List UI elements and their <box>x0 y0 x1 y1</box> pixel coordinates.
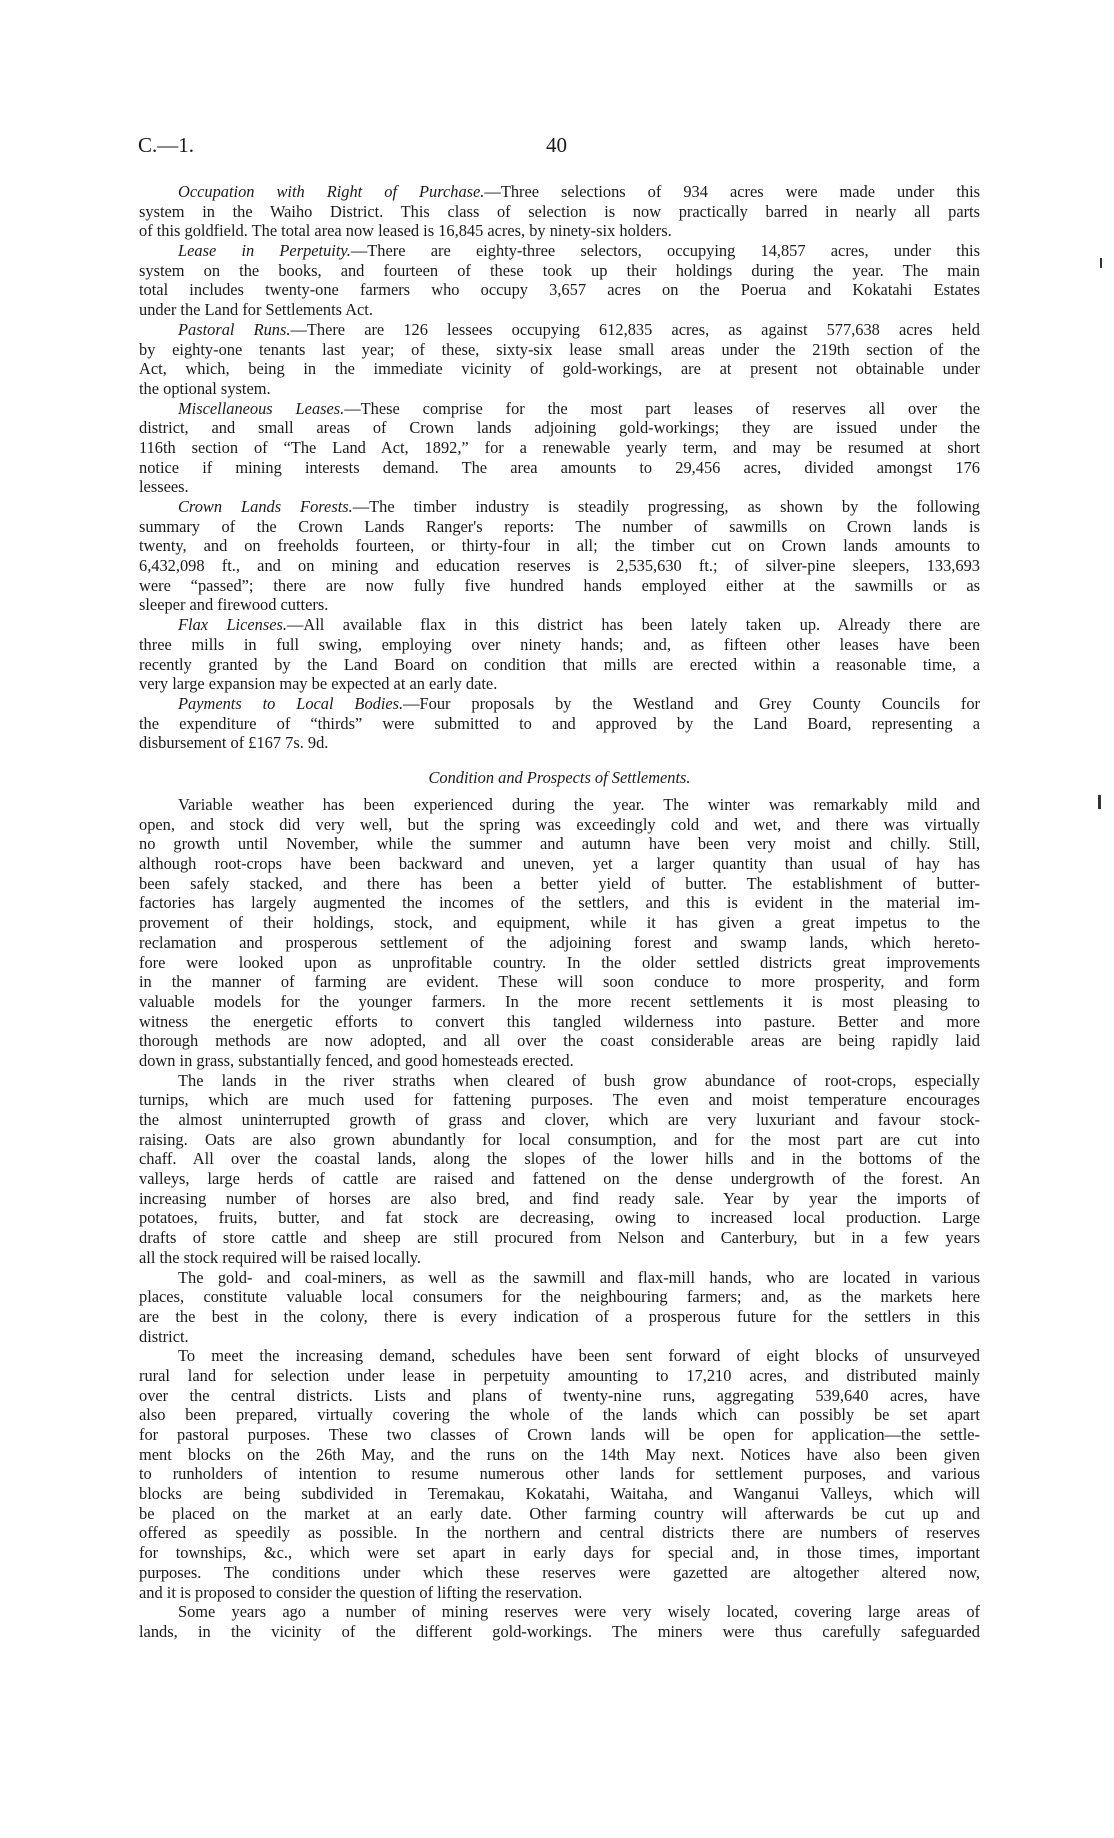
line-text: blocks are being subdivided in Teremakau, Kokatahi, Waitaha, and Wanganui Valleys, which will <box>139 1484 980 1504</box>
text-line <box>139 556 980 576</box>
text-line <box>139 714 980 734</box>
line-text: open, and stock did very well, but the spring was exceedingly cold and wet, and there was virtually <box>139 814 980 834</box>
paragraph <box>139 1602 980 1641</box>
line-text: notice if mining interests demand. The area amounts to 29,456 acres, divided amongst 176 <box>139 457 980 477</box>
line-text: 6,432,098 ft., and on mining and education reserves is 2,535,630 ft.; of silver-pine sleepers, 133,693 <box>139 556 980 576</box>
line-text: been safely stacked, and there has been a better yield of butter. The establishment of butter- <box>139 873 980 893</box>
line-text: increasing number of horses are also bred, and find ready sale. Year by year the imports of <box>139 1188 980 1208</box>
paragraph-lead: Crown Lands Forests. <box>178 497 353 516</box>
line-text: rural land for selection under lease in perpetuity amounting to 17,210 acres, and distributed mainly <box>139 1365 980 1385</box>
text-line <box>139 972 980 992</box>
paragraph <box>139 399 980 497</box>
paragraph <box>139 1268 980 1347</box>
line-text: down in grass, substantially fenced, and good homesteads erected. <box>139 1050 574 1070</box>
text-line <box>139 635 980 655</box>
text-line <box>139 202 980 222</box>
line-text: witness the energetic efforts to convert this tangled wilderness into pasture. Better and more <box>139 1011 980 1031</box>
paragraph <box>139 694 980 753</box>
paragraph <box>139 1071 980 1268</box>
text-line <box>139 1031 980 1051</box>
line-text: —Three selections of 934 acres were made under this <box>484 182 980 201</box>
section-heading: Condition and Prospects of Settlements. <box>428 768 691 787</box>
text-line <box>139 1445 980 1465</box>
text-line <box>139 280 980 300</box>
text-line <box>139 536 980 556</box>
line-text: purposes. The conditions under which these reserves were gazetted are altogether altered now, <box>139 1562 980 1582</box>
text-line <box>139 815 980 835</box>
text-line <box>139 458 980 478</box>
text-line <box>139 655 980 675</box>
text-line <box>139 1287 980 1307</box>
land-tenure-section <box>139 182 980 753</box>
paragraph <box>139 320 980 399</box>
text-line <box>139 241 980 261</box>
text-line <box>139 340 980 360</box>
text-line <box>139 694 980 714</box>
line-text: The gold- and coal-miners, as well as the sawmill and flax-mill hands, who are located in various <box>178 1267 980 1287</box>
text-line <box>139 933 980 953</box>
text-line <box>139 874 980 894</box>
line-text: —There are 126 lessees occupying 612,835 acres, as against 577,638 acres held <box>290 319 980 339</box>
line-text: valuable models for the younger farmers. In the more recent settlements it is most pleasing to <box>139 991 980 1011</box>
line-text: under the Land for Settlements Act. <box>139 300 373 320</box>
text-line <box>139 1307 980 1327</box>
line-text: the almost uninterrupted growth of grass and clover, which are very luxuriant and favour stock- <box>139 1110 980 1129</box>
line-text: —Four proposals by the Westland and Grey County Councils for <box>403 693 980 713</box>
line-text: district. <box>139 1326 189 1346</box>
paragraph <box>139 497 980 615</box>
text-line <box>139 399 980 419</box>
text-line <box>139 1208 980 1228</box>
line-text: system in the Waiho District. This class of selection is now practically barred in nearly all parts <box>139 201 980 221</box>
scan-mark <box>1100 258 1102 268</box>
text-line <box>139 1484 980 1504</box>
line-text: —All available flax in this district has been lately taken up. Already there are <box>286 615 980 635</box>
line-text: 116th section of “The Land Act, 1892,” for a renewable yearly term, and may be resumed at short <box>139 437 980 457</box>
text-line <box>139 418 980 438</box>
text-line <box>139 834 980 854</box>
line-text: of this goldfield. The total area now leased is 16,845 acres, by ninety-six holders. <box>139 221 672 241</box>
paragraph-lead: Occupation with Right of Purchase. <box>178 182 485 201</box>
text-line <box>139 615 980 635</box>
document-code: C.—1. <box>138 133 195 157</box>
text-line <box>139 1051 980 1071</box>
text-line <box>139 1248 980 1268</box>
text-line <box>139 221 980 241</box>
text-line <box>139 1543 980 1563</box>
paragraph-lead: Flax Licenses. <box>178 615 287 635</box>
text-line <box>139 1504 980 1524</box>
scan-mark <box>1098 795 1101 809</box>
line-text: turnips, which are much used for fattening purposes. The even and moist temperature encourages <box>139 1090 980 1110</box>
line-text: Act, which, being in the immediate vicinity of gold-workings, are at present not obtainable under <box>139 359 980 379</box>
line-text: reclamation and prosperous settlement of the adjoining forest and swamp lands, which hereto- <box>139 932 980 952</box>
line-text: raising. Oats are also grown abundantly for local consumption, and for the most part are cut into <box>139 1129 980 1149</box>
paragraph <box>139 182 980 241</box>
line-text: ment blocks on the 26th May, and the runs on the 14th May next. Notices have also been given <box>139 1444 980 1464</box>
line-text: three mills in full swing, employing over ninety hands; and, as fifteen other leases have been <box>139 634 980 654</box>
text-line <box>139 733 980 753</box>
settlements-section <box>139 795 980 1642</box>
text-line <box>139 1149 980 1169</box>
text-line <box>139 1346 980 1366</box>
line-text: —There are eighty-three selectors, occupying 14,857 acres, under this <box>350 241 980 261</box>
line-text: twenty, and on freeholds fourteen, or thirty-four in all; the timber cut on Crown lands amounts to <box>139 536 980 556</box>
text-line <box>139 320 980 340</box>
paragraph-lead: Lease in Perpetuity. <box>178 241 351 261</box>
line-text: by eighty-one tenants last year; of these, sixty-six lease small areas under the 219th section of the <box>139 339 980 359</box>
text-line <box>139 497 980 517</box>
line-text: were “passed”; there are now fully five hundred hands employed either at the sawmills or as <box>139 575 980 595</box>
text-line <box>139 1110 980 1130</box>
text-line <box>139 1366 980 1386</box>
text-line <box>139 1268 980 1288</box>
text-line <box>139 1228 980 1248</box>
line-text: recently granted by the Land Board on condition that mills are erected within a reasonable time, a <box>139 654 980 674</box>
line-text: potatoes, fruits, butter, and fat stock are decreasing, owing to increased local production. Large <box>139 1208 980 1228</box>
text-line <box>139 674 980 694</box>
line-text: thorough methods are now adopted, and all over the coast considerable areas are being rapidly laid <box>139 1031 980 1051</box>
line-text: are the best in the colony, there is every indication of a prosperous future for the settlers in this <box>139 1306 980 1326</box>
line-text: chaff. All over the coastal lands, along the slopes of the lower hills and in the bottoms of the <box>139 1149 980 1169</box>
line-text: for townships, &c., which were set apart in early days for special and, in those times, important <box>139 1543 980 1563</box>
line-text: sleeper and firewood cutters. <box>139 595 329 615</box>
text-line <box>139 1130 980 1150</box>
line-text: —These comprise for the most part leases of reserves all over the <box>344 398 980 418</box>
text-line <box>139 300 980 320</box>
text-line <box>139 379 980 399</box>
text-line <box>139 1169 980 1189</box>
paragraph <box>139 241 980 320</box>
text-line <box>139 438 980 458</box>
line-text: very large expansion may be expected at an early date. <box>139 674 498 694</box>
line-text: offered as speedily as possible. In the northern and central districts there are numbers of reserves <box>139 1523 980 1543</box>
text-line <box>139 261 980 281</box>
text-line <box>139 182 980 202</box>
text-line <box>139 1405 980 1425</box>
line-text: disbursement of £167 7s. 9d. <box>139 733 329 753</box>
line-text: system on the books, and fourteen of these took up their holdings during the year. The main <box>139 260 980 280</box>
paragraph-lead: Payments to Local Bodies. <box>178 693 404 713</box>
text-line <box>139 1622 980 1642</box>
line-text: lands, in the vicinity of the different gold-workings. The miners were thus carefully safeguarded <box>139 1621 980 1641</box>
paragraph <box>139 615 980 694</box>
line-text: factories has largely augmented the incomes of the settlers, and this is evident in the material im- <box>139 893 980 913</box>
text-line <box>139 1386 980 1406</box>
text-line <box>139 893 980 913</box>
line-text: provement of their holdings, stock, and equipment, while it has given a great impetus to the <box>139 913 980 933</box>
text-line <box>139 1012 980 1032</box>
line-text: total includes twenty-one farmers who occupy 3,657 acres on the Poerua and Kokatahi Estates <box>139 280 980 300</box>
line-text: fore were looked upon as unprofitable country. In the older settled districts great improvements <box>139 952 980 972</box>
text-line <box>139 1563 980 1583</box>
line-text: Variable weather has been experienced during the year. The winter was remarkably mild and <box>178 795 980 814</box>
text-line <box>139 992 980 1012</box>
line-text: summary of the Crown Lands Ranger's reports: The number of sawmills on Crown lands is <box>139 516 980 536</box>
line-text: the expenditure of “thirds” were submitted to and approved by the Land Board, representing a <box>139 713 980 733</box>
text-line <box>139 854 980 874</box>
text-line <box>139 595 980 615</box>
text-line <box>139 1071 980 1091</box>
line-text: places, constitute valuable local consumers for the neighbouring farmers; and, as the markets here <box>139 1287 980 1307</box>
line-text: valleys, large herds of cattle are raised and fattened on the dense undergrowth of the forest. An <box>139 1169 980 1189</box>
text-line <box>139 953 980 973</box>
line-text: over the central districts. Lists and plans of twenty-nine runs, aggregating 539,640 acres, have <box>139 1385 980 1405</box>
text-line <box>139 913 980 933</box>
text-line <box>139 1523 980 1543</box>
line-text: and it is proposed to consider the question of lifting the reservation. <box>139 1582 583 1602</box>
paragraph <box>139 795 980 1071</box>
paragraph-lead: Pastoral Runs. <box>178 319 291 339</box>
text-line <box>139 576 980 596</box>
line-text: all the stock required will be raised locally. <box>139 1247 422 1267</box>
text-line <box>139 1189 980 1209</box>
line-text: Some years ago a number of mining reserves were very wisely located, covering large areas of <box>178 1602 980 1622</box>
line-text: To meet the increasing demand, schedules have been sent forward of eight blocks of unsurveyed <box>178 1346 980 1366</box>
text-line <box>139 477 980 497</box>
text-line <box>139 359 980 379</box>
text-line <box>139 1327 980 1347</box>
line-text: district, and small areas of Crown lands adjoining gold-workings; they are issued under the <box>139 418 980 438</box>
line-text: also been prepared, virtually covering the whole of the lands which can possibly be set apart <box>139 1405 980 1425</box>
page-number: 40 <box>546 133 567 157</box>
paragraph-lead: Miscellaneous Leases. <box>178 398 345 418</box>
text-line <box>139 1090 980 1110</box>
line-text: in the manner of farming are evident. These will soon conduce to more prosperity, and form <box>139 972 980 992</box>
line-text: to runholders of intention to resume numerous other lands for settlement purposes, and various <box>139 1464 980 1484</box>
line-text: be placed on the market at an early date. Other farming country will afterwards be cut up and <box>139 1503 980 1523</box>
line-text: lessees. <box>139 477 189 497</box>
line-text: the optional system. <box>139 378 271 398</box>
text-line <box>139 1464 980 1484</box>
line-text: although root-crops have been backward and uneven, yet a larger quantity than usual of hay has <box>139 854 980 874</box>
paragraph <box>139 1346 980 1602</box>
line-text: drafts of store cattle and sheep are still procured from Nelson and Canterbury, but in a few years <box>139 1228 980 1248</box>
line-text: no growth until November, while the summer and autumn have been very moist and chilly. Still, <box>139 834 980 854</box>
text-line <box>139 1602 980 1622</box>
text-line <box>139 795 980 815</box>
line-text: —The timber industry is steadily progressing, as shown by the following <box>352 497 980 516</box>
text-line <box>139 1583 980 1603</box>
text-line <box>139 517 980 537</box>
line-text: for pastoral purposes. These two classes of Crown lands will be open for application—the settle- <box>139 1425 980 1444</box>
text-line <box>139 1425 980 1445</box>
line-text: The lands in the river straths when cleared of bush grow abundance of root-crops, especially <box>178 1070 980 1090</box>
